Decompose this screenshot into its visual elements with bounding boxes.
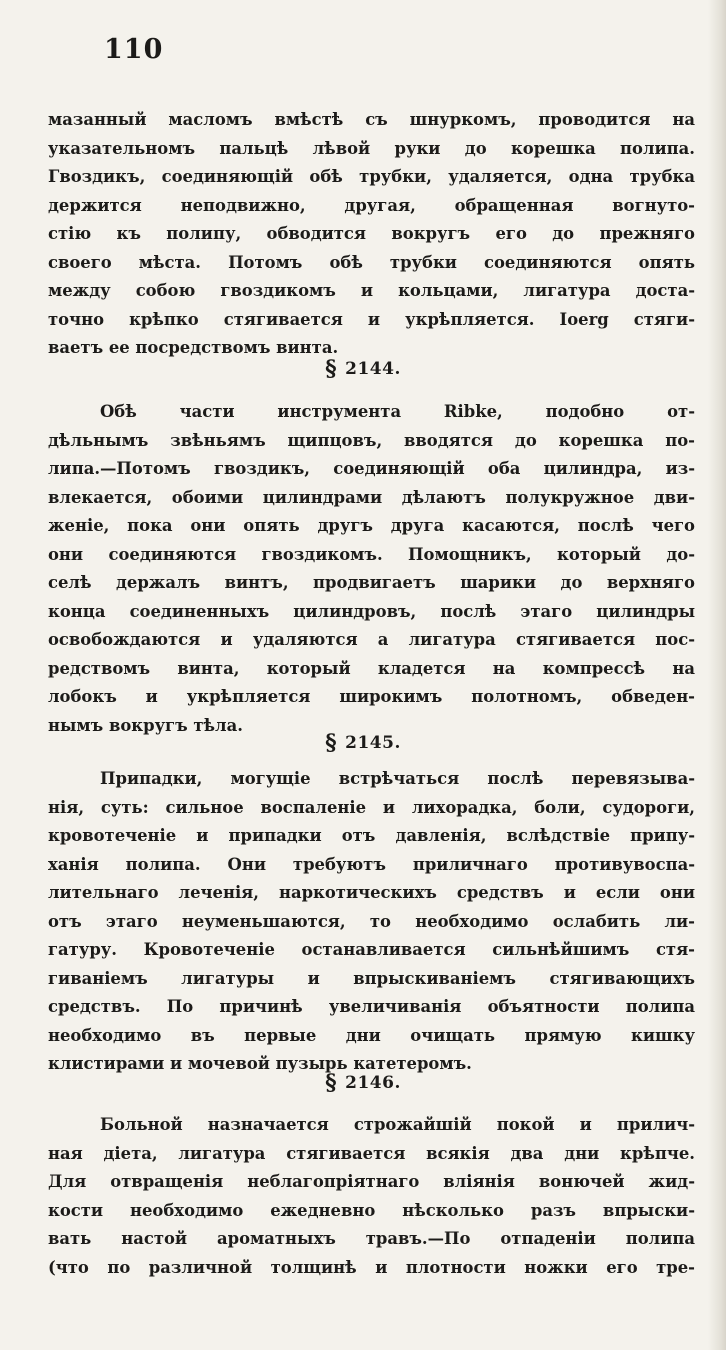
page-edge-shadow xyxy=(708,0,726,1350)
text-line: Гвоздикъ, соединяющій обѣ трубки, удаляется, одна трубка xyxy=(48,167,695,186)
paragraph-2144 xyxy=(48,398,695,740)
text-line: средствъ. По причинѣ увеличиванія объятности полипа xyxy=(48,997,695,1016)
text-line: Припадки, могущіе встрѣчаться послѣ перевязыва- xyxy=(100,769,695,788)
section-heading-2145 xyxy=(0,730,726,756)
text-line: между собою гвоздикомъ и кольцами, лигатура доста- xyxy=(48,281,695,300)
section-number: 2146. xyxy=(345,1073,401,1093)
text-line: указательномъ пальцѣ лѣвой руки до корешка полипа. xyxy=(48,138,695,158)
text-line: влекается, обоими цилиндрами дѣлаютъ полукружное дви- xyxy=(48,487,695,507)
text-line: лобокъ и укрѣпляется широкимъ полотномъ, обведен- xyxy=(48,687,695,706)
page-number: 110 xyxy=(104,34,164,65)
text-line: лительнаго леченія, наркотическихъ средствъ и если они xyxy=(48,883,695,902)
text-line: кровотеченіе и припадки отъ давленія, вслѣдствіе припу- xyxy=(48,826,695,845)
paragraph-2145 xyxy=(48,765,695,1079)
text-line: Обѣ части инструмента Ribke, подобно от- xyxy=(100,402,695,421)
text-line: гиваніемъ лигатуры и впрыскиваніемъ стягивающихъ xyxy=(48,968,695,988)
text-line: редствомъ винта, который кладется на компрессѣ на xyxy=(48,658,695,678)
text-line: своего мѣста. Потомъ обѣ трубки соединяются опять xyxy=(48,252,695,272)
text-line: освобождаются и удаляются а лигатура стягивается пос- xyxy=(48,630,695,649)
text-line: кости необходимо ежедневно нѣсколько разъ впрыски- xyxy=(48,1200,695,1220)
text-line: мазанный масломъ вмѣстѣ съ шнуркомъ, проводится на xyxy=(48,110,695,129)
text-line: вать настой ароматныхъ травъ.—По отпаденіи полипа xyxy=(48,1229,695,1248)
section-number: 2144. xyxy=(345,359,401,379)
text-line: точно крѣпко стягивается и укрѣпляется. Ioerg стяги- xyxy=(48,309,695,329)
text-line: нымъ вокругъ тѣла. xyxy=(48,715,243,735)
text-line: держится неподвижно, другая, обращенная вогнуто- xyxy=(48,195,695,215)
paragraph-2146 xyxy=(48,1111,695,1282)
text-line: селѣ держалъ винтъ, продвигаетъ шарики до верхняго xyxy=(48,573,695,592)
section-sign: § xyxy=(325,356,338,382)
text-line: ханія полипа. Они требуютъ приличнаго противувоспа- xyxy=(48,854,695,874)
section-sign: § xyxy=(325,1070,338,1096)
text-line: липа.—Потомъ гвоздикъ, соединяющій оба цилиндра, из- xyxy=(48,459,695,478)
text-line: клистирами и мочевой пузырь катетеромъ. xyxy=(48,1054,472,1073)
section-sign: § xyxy=(325,730,338,756)
text-line: необходимо въ первые дни очищать прямую кишку xyxy=(48,1025,695,1045)
text-line: ваетъ ее посредствомъ винта. xyxy=(48,338,339,357)
text-line: ная діета, лигатура стягивается всякія два дни крѣпче. xyxy=(48,1143,695,1163)
text-line: гатуру. Кровотеченіе останавливается сильнѣйшимъ стя- xyxy=(48,940,695,959)
text-line: Для отвращенія неблагопріятнаго вліянія вонючей жид- xyxy=(48,1172,695,1191)
text-line: конца соединенныхъ цилиндровъ, послѣ этаго цилиндры xyxy=(48,601,695,621)
section-heading-2144 xyxy=(0,356,726,382)
text-line: стію къ полипу, обводится вокругъ его до прежняго xyxy=(48,224,695,243)
text-line: Больной назначается строжайшій покой и прилич- xyxy=(100,1115,695,1134)
text-line: они соединяются гвоздикомъ. Помощникъ, который до- xyxy=(48,544,695,564)
text-line: нія, суть: сильное воспаленіе и лихорадка, боли, судороги, xyxy=(48,797,695,817)
section-number: 2145. xyxy=(345,733,401,753)
paragraph-continuation xyxy=(48,106,695,363)
text-line: (что по различной толщинѣ и плотности ножки его тре- xyxy=(48,1257,695,1277)
text-line: дѣльнымъ звѣньямъ щипцовъ, вводятся до корешка по- xyxy=(48,430,695,450)
text-line: женіе, пока они опять другъ друга касаются, послѣ чего xyxy=(48,516,695,535)
section-heading-2146 xyxy=(0,1070,726,1096)
text-line: отъ этаго неуменьшаются, то необходимо ослабить ли- xyxy=(48,911,695,931)
